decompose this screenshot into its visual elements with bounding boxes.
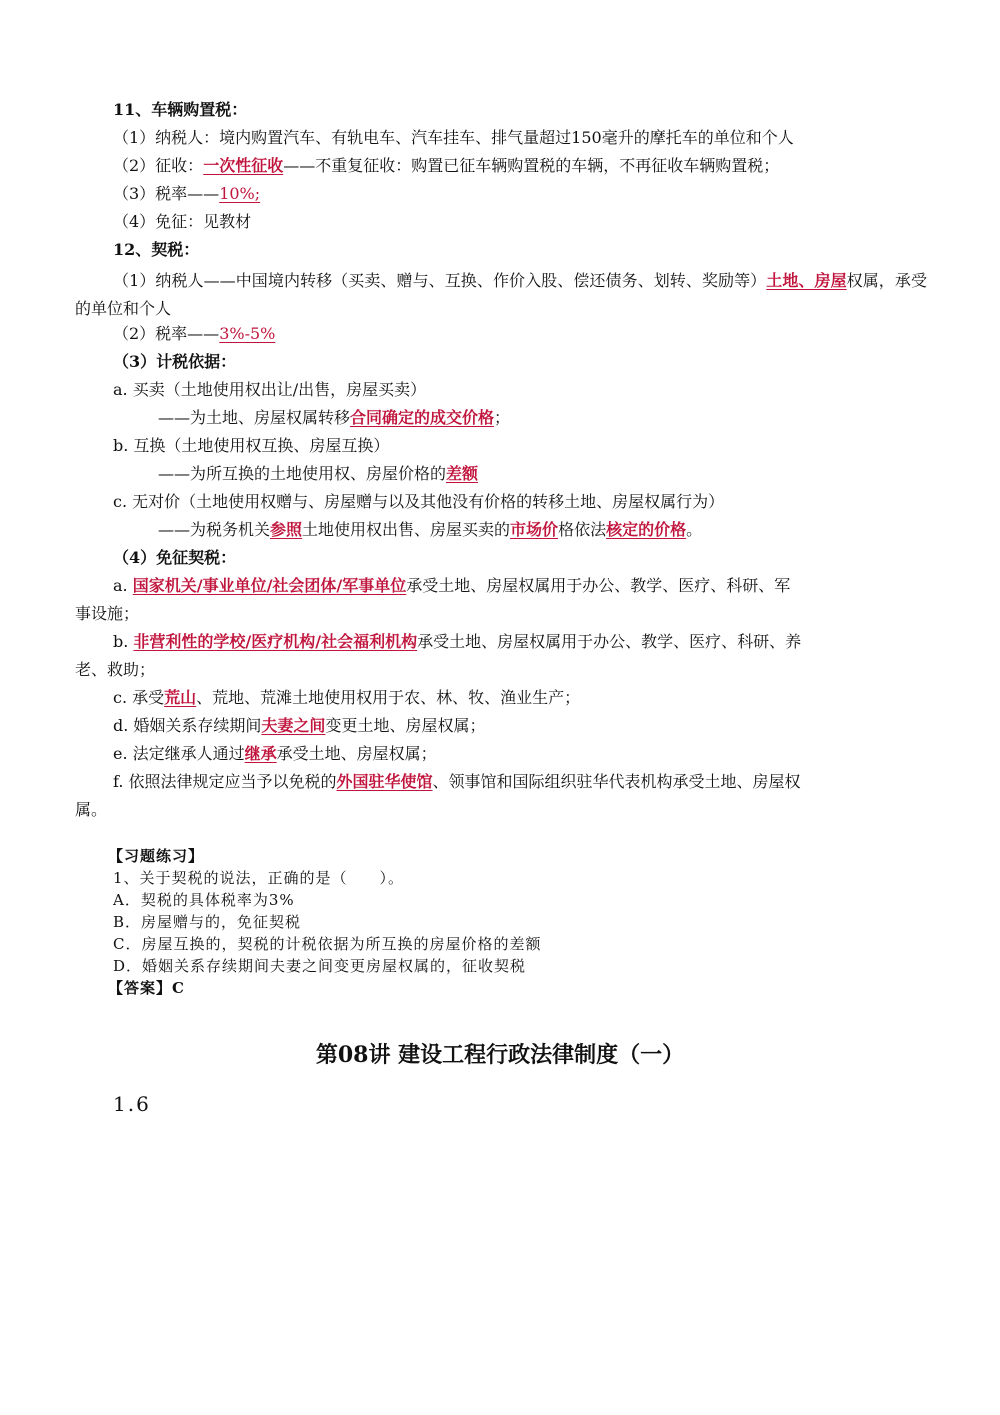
s11-collection: [113, 155, 965, 177]
s12-exemption-f-cont: 属。: [75, 800, 108, 819]
s12-rate: [113, 323, 965, 345]
s12-exemption-e: [113, 743, 965, 765]
highlight: 荒山: [164, 688, 197, 707]
highlight: 市场价: [510, 520, 559, 539]
s11-exemption: （4）免征：见教材: [113, 212, 252, 231]
s11-rate: [113, 183, 965, 205]
text: （1）纳税人——中国境内转移（买卖、赠与、互换、作价入股、偿还债务、划转、奖励等）: [113, 271, 767, 290]
s12-exemption-a: [113, 575, 927, 597]
text: ——不重复征收：购置已征车辆购置税的车辆，不再征收车辆购置税；: [283, 156, 780, 175]
s12-basis-heading: （3）计税依据：: [113, 352, 237, 371]
exercise-question: 1、关于契税的说法，正确的是（ ）。: [113, 869, 405, 887]
text: ——为所互换的土地使用权、房屋价格的: [158, 464, 447, 483]
section-number: 1.6: [113, 1092, 151, 1116]
text: 变更土地、房屋权属；: [325, 716, 486, 735]
text: 承受土地、房屋权属；: [276, 744, 437, 763]
s12-exemption-a-cont: 事设施；: [75, 604, 140, 623]
text: （2）税率——: [113, 324, 220, 343]
text: a.: [113, 576, 133, 595]
highlight: 合同确定的成交价格: [350, 408, 495, 427]
s12-exemption-c: [113, 687, 965, 709]
s12-exemption-b: [113, 631, 927, 653]
highlight: 房屋: [814, 271, 847, 290]
text: ；: [494, 408, 511, 427]
section-11-heading: 11、车辆购置税：: [113, 100, 248, 119]
text: 承受土地、房屋权属用于办公、教学、医疗、科研、军: [406, 576, 791, 595]
highlight: 一次性征收: [203, 156, 284, 175]
s12-taxpayer: [75, 267, 927, 323]
text: 格依法: [558, 520, 607, 539]
text: 。: [686, 520, 703, 539]
s11-taxpayer: （1）纳税人：境内购置汽车、有轨电车、汽车挂车、排气量超过150毫升的摩托车的单位和个人: [113, 128, 794, 147]
highlight: 非营利性的学校/医疗机构/社会福利机构: [133, 632, 418, 651]
highlight: 核定的价格: [606, 520, 687, 539]
text: 权属，承受的单位和个人: [75, 271, 927, 318]
s12-basis-b-detail: [158, 463, 1000, 485]
text: 承受土地、房屋权属用于办公、教学、医疗、科研、养: [417, 632, 802, 651]
highlight: 国家机关/事业单位/社会团体/军事单位: [132, 576, 407, 595]
text: 、领事馆和国际组织驻华代表机构承受土地、房屋权: [432, 772, 801, 791]
text: 、荒地、荒滩土地使用权用于农、林、牧、渔业生产；: [196, 688, 581, 707]
exercise-option-d: D．婚姻关系存续期间夫妻之间变更房屋权属的，征收契税: [113, 957, 527, 975]
highlight: 继承: [244, 744, 277, 763]
text: d. 婚姻关系存续期间: [113, 716, 262, 735]
s12-exemption-b-cont: 老、救助；: [75, 660, 156, 679]
highlight: 差额: [446, 464, 479, 483]
highlight: 3%-5%: [219, 324, 276, 343]
s12-basis-a: a. 买卖（土地使用权出让/出售，房屋买卖）: [113, 380, 427, 399]
s12-exemption-heading: （4）免征契税：: [113, 548, 237, 567]
s12-exemption-d: [113, 715, 965, 737]
lecture-title: 第08讲 建设工程行政法律制度（一）: [315, 1042, 685, 1068]
text: c. 承受: [113, 688, 165, 707]
highlight: 夫妻之间: [261, 716, 326, 735]
text: e. 法定继承人通过: [113, 744, 245, 763]
s12-basis-c-detail: [158, 519, 1000, 541]
text: 土地使用权出售、房屋买卖的: [302, 520, 511, 539]
s12-exemption-f: [113, 771, 927, 793]
s12-basis-b: b. 互换（土地使用权互换、房屋互换）: [113, 436, 390, 455]
s12-basis-c: c. 无对价（土地使用权赠与、房屋赠与以及其他没有价格的转移土地、房屋权属行为）: [113, 492, 725, 511]
highlight: 参照: [270, 520, 303, 539]
exercise-answer: 【答案】C: [108, 979, 185, 997]
exercise-option-c: C．房屋互换的，契税的计税依据为所互换的房屋价格的差额: [113, 935, 542, 953]
text: ——为税务机关: [158, 520, 271, 539]
exercise-option-a: A．契税的具体税率为3%: [113, 891, 295, 909]
s12-basis-a-detail: [158, 407, 1000, 429]
text: ——为土地、房屋权属转移: [158, 408, 351, 427]
text: （2）征收：: [113, 156, 204, 175]
exercise-option-b: B．房屋赠与的，免征契税: [113, 913, 302, 931]
text: （3）税率——: [113, 184, 220, 203]
text: b.: [113, 632, 134, 651]
section-12-heading: 12、契税：: [113, 240, 200, 259]
exercise-header: 【习题练习】: [108, 847, 205, 865]
highlight: 土地、: [766, 271, 815, 290]
text: f. 依照法律规定应当予以免税的: [113, 772, 337, 791]
highlight: 外国驻华使馆: [336, 772, 433, 791]
highlight: 10%;: [219, 184, 261, 203]
